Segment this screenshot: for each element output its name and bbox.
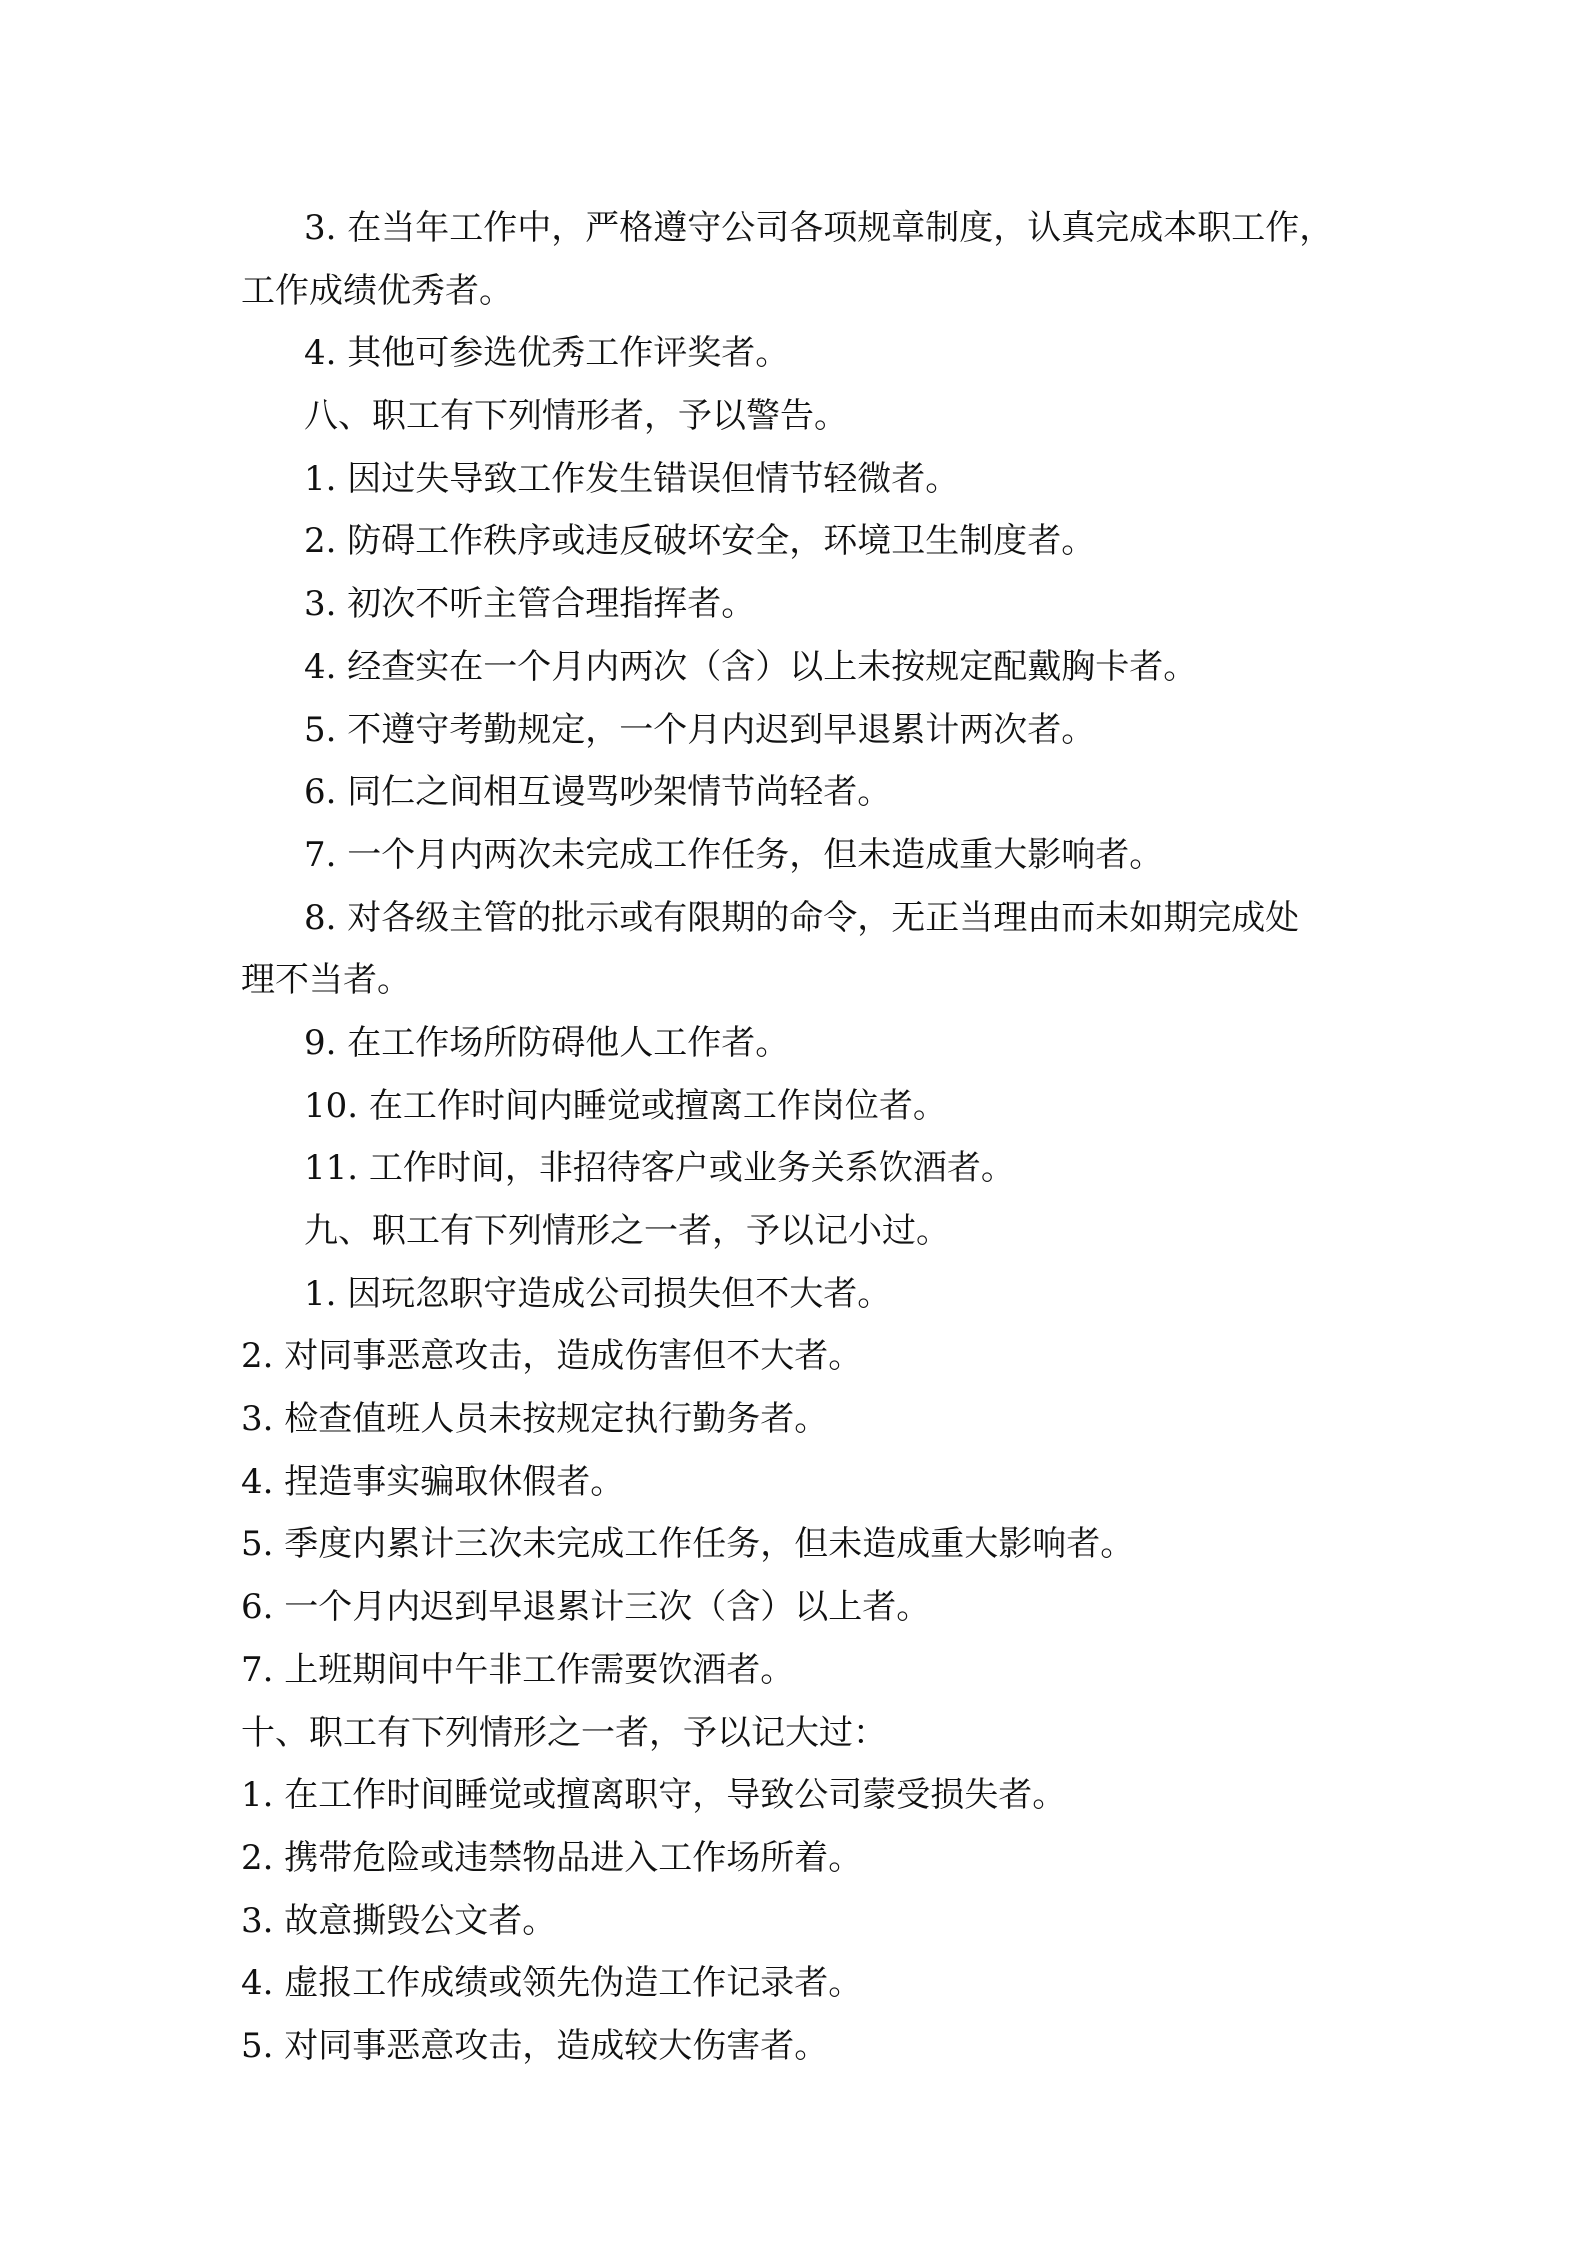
text-line: 1. 因玩忽职守造成公司损失但不大者。 bbox=[304, 1273, 892, 1314]
text-line: 6. 一个月内迟到早退累计三次（含）以上者。 bbox=[241, 1587, 931, 1628]
text-line: 2. 对同事恶意攻击，造成伤害但不大者。 bbox=[241, 1336, 863, 1377]
text-line: 3. 检查值班人员未按规定执行勤务者。 bbox=[241, 1399, 829, 1440]
text-line: 5. 季度内累计三次未完成工作任务，但未造成重大影响者。 bbox=[241, 1524, 1135, 1565]
text-line: 9. 在工作场所防碍他人工作者。 bbox=[304, 1022, 790, 1063]
text-line: 1. 在工作时间睡觉或擅离职守，导致公司蒙受损失者。 bbox=[241, 1775, 1067, 1816]
text-line: 2. 防碍工作秩序或违反破坏安全，环境卫生制度者。 bbox=[304, 521, 1096, 562]
text-line: 6. 同仁之间相互谩骂吵架情节尚轻者。 bbox=[304, 772, 892, 813]
text-line: 八、职工有下列情形者，予以警告。 bbox=[304, 396, 848, 437]
text-line: 理不当者。 bbox=[241, 960, 411, 1001]
text-line: 4. 经查实在一个月内两次（含）以上未按规定配戴胸卡者。 bbox=[304, 646, 1198, 687]
text-line: 3. 在当年工作中，严格遵守公司各项规章制度，认真完成本职工作， bbox=[304, 208, 1334, 248]
text-line: 3. 初次不听主管合理指挥者。 bbox=[304, 584, 756, 625]
text-line: 8. 对各级主管的批示或有限期的命令，无正当理由而未如期完成处 bbox=[304, 897, 1300, 938]
text-line: 5. 对同事恶意攻击，造成较大伤害者。 bbox=[241, 2025, 829, 2066]
text-line: 十、职工有下列情形之一者，予以记大过： bbox=[241, 1712, 887, 1753]
text-line: 4. 捏造事实骗取休假者。 bbox=[241, 1461, 625, 1502]
text-line: 工作成绩优秀者。 bbox=[241, 270, 513, 311]
text-line: 5. 不遵守考勤规定，一个月内迟到早退累计两次者。 bbox=[304, 709, 1096, 750]
text-line: 4. 虚报工作成绩或领先伪造工作记录者。 bbox=[241, 1963, 863, 2004]
document-body bbox=[241, 197, 1371, 2078]
text-line: 10. 在工作时间内睡觉或擅离工作岗位者。 bbox=[304, 1085, 947, 1126]
text-line: 3. 故意撕毁公文者。 bbox=[241, 1900, 557, 1941]
text-line: 九、职工有下列情形之一者，予以记小过。 bbox=[304, 1211, 950, 1251]
text-line: 7. 一个月内两次未完成工作任务，但未造成重大影响者。 bbox=[304, 834, 1164, 875]
text-line: 4. 其他可参选优秀工作评奖者。 bbox=[304, 333, 790, 374]
text-line: 2. 携带危险或违禁物品进入工作场所着。 bbox=[241, 1837, 863, 1878]
text-line: 1. 因过失导致工作发生错误但情节轻微者。 bbox=[304, 458, 960, 499]
text-line: 11. 工作时间，非招待客户或业务关系饮酒者。 bbox=[304, 1148, 1015, 1189]
text-line: 7. 上班期间中午非工作需要饮酒者。 bbox=[241, 1649, 795, 1690]
